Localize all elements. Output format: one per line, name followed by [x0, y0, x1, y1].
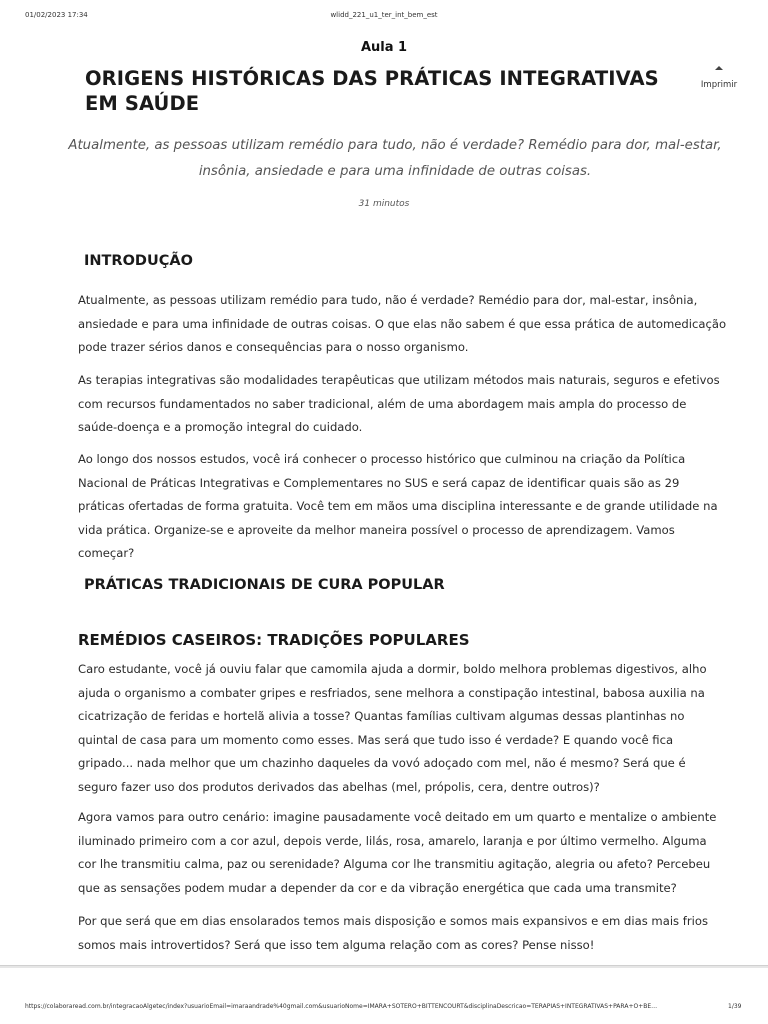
- print-url: https://colaboraread.com.br/integracaoAlgetec/index?usuarioEmail=imaraandrade%40gmail.com&usuarioNome=IMARA+SOTERO+BITTENCOURT&disciplinaDescricao=TERAPIAS+INTEGRATIVAS+PARA+O+BE…: [25, 1003, 658, 1010]
- caret-up-icon: [715, 66, 723, 70]
- page-title: ORIGENS HISTÓRICAS DAS PRÁTICAS INTEGRATIVAS EM SAÚDE: [85, 67, 659, 115]
- lesson-label: Aula 1: [360, 40, 408, 55]
- section-heading-introducao: INTRODUÇÃO: [84, 253, 193, 269]
- print-doc-title: wlidd_221_u1_ter_int_bem_est: [330, 11, 438, 19]
- print-footer: [0, 1003, 768, 1013]
- page-number: 1/39: [728, 1003, 742, 1010]
- print-button-label: Imprimir: [700, 80, 738, 90]
- intro-paragraph: Atualmente, as pessoas utilizam remédio para tudo, não é verdade? Remédio para dor, mal-estar, insônia, ansiedade e para uma infinidade de outras coisas. O que elas não sabem é que essa prática de automedicação pode trazer sérios danos e consequências para o nosso organismo.: [78, 293, 727, 354]
- intro-paragraph: Ao longo dos nossos estudos, você irá conhecer o processo histórico que culminou na criação da Política Nacional de Práticas Integrativas e Complementares no SUS e será capaz de identificar quais são as 29 práticas ofertadas de forma gratuita. Você tem em mãos uma disciplina interessante e de grande utilidade na vida prática. Organize-se e aproveite da melhor maneira possível o processo de aprendizagem. Vamos começar?: [78, 452, 718, 560]
- print-datetime: 01/02/2023 17:34: [25, 11, 88, 19]
- lesson-subtitle: Atualmente, as pessoas utilizam remédio para tudo, não é verdade? Remédio para dor, mal-estar, insônia, ansiedade e para uma infinidade de outras coisas.: [68, 138, 722, 179]
- section-heading-praticas: PRÁTICAS TRADICIONAIS DE CURA POPULAR: [84, 577, 445, 593]
- subsection-heading-remedios: REMÉDIOS CASEIROS: TRADIÇÕES POPULARES: [78, 631, 470, 649]
- reading-duration: 31 minutos: [358, 199, 410, 209]
- remedios-paragraph: Por que será que em dias ensolarados temos mais disposição e somos mais expansivos e em dias mais frios somos mais introvertidos? Será que isso tem alguma relação com as cores? Pense nisso!: [78, 914, 708, 952]
- print-header: [0, 11, 768, 23]
- bottom-divider: [0, 965, 768, 968]
- intro-paragraph: As terapias integrativas são modalidades terapêuticas que utilizam métodos mais naturais, seguros e efetivos com recursos fundamentados no saber tradicional, além de uma abordagem mais ampla do processo de saúde-doença e a promoção integral do cuidado.: [78, 373, 720, 434]
- remedios-paragraph: Caro estudante, você já ouviu falar que camomila ajuda a dormir, boldo melhora problemas digestivos, alho ajuda o organismo a combater gripes e resfriados, sene melhora a constipação intestinal, babosa auxilia na cicatrização de feridas e hortelã alivia a tosse? Quantas famílias cultivam algumas dessas plantinhas no quintal de casa para um momento como esses. Mas será que tudo isso é verdade? E quando você fica gripado... nada melhor que um chazinho daqueles da vovó adoçado com mel, não é mesmo? Será que é seguro fazer uso dos produtos derivados das abelhas (mel, própolis, cera, dentre outros)?: [78, 662, 707, 794]
- print-button[interactable]: [697, 66, 741, 91]
- remedios-paragraph: Agora vamos para outro cenário: imagine pausadamente você deitado em um quarto e mentalize o ambiente iluminado primeiro com a cor azul, depois verde, lilás, rosa, amarelo, laranja e por último vermelho. Alguma cor lhe transmitiu calma, paz ou serenidade? Alguma cor lhe transmitiu agitação, alegria ou afeto? Percebeu que as sensações podem mudar a depender da cor e da vibração energética que cada uma transmite?: [78, 810, 717, 895]
